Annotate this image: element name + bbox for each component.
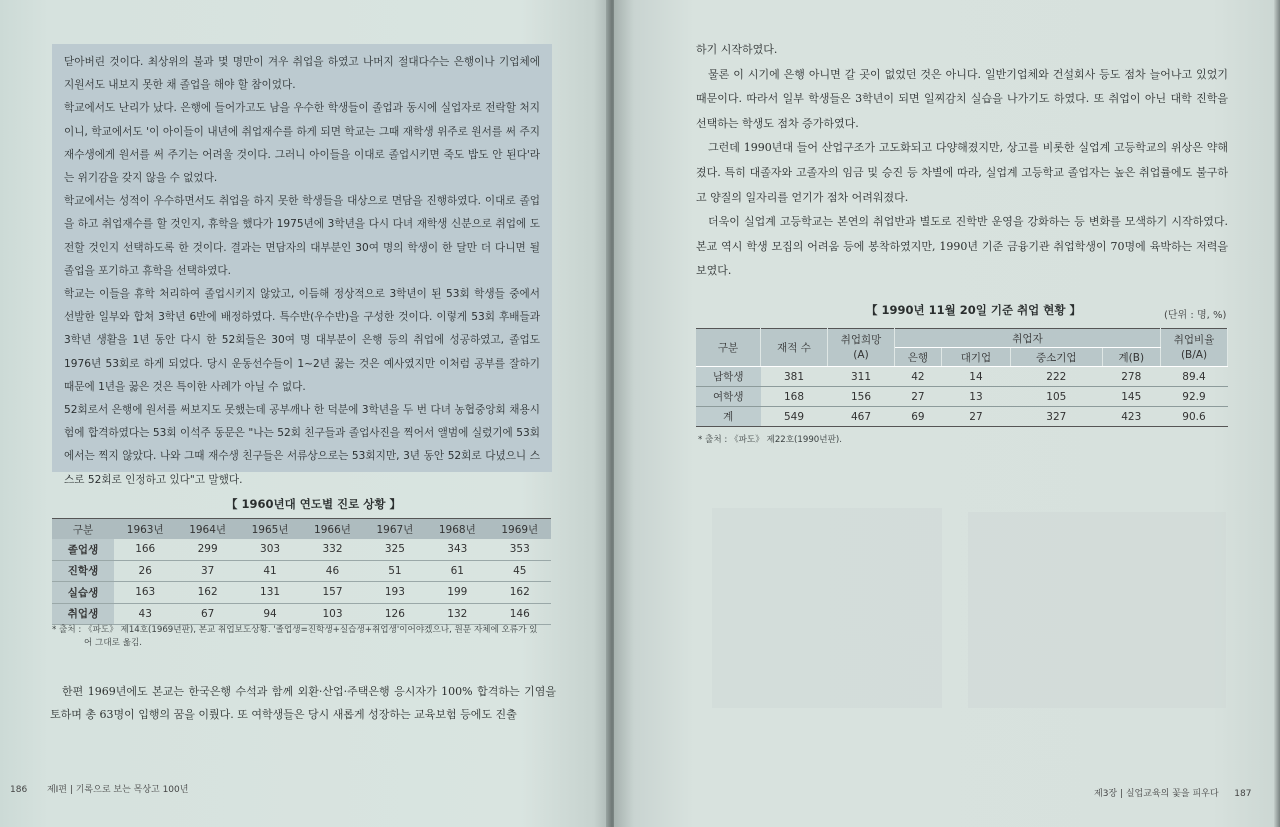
table-cell: 381 xyxy=(761,367,828,387)
table-header-cell: 1965년 xyxy=(239,519,301,540)
table-cell: 343 xyxy=(426,539,488,560)
table-header-cell: 은행 xyxy=(895,348,942,367)
table-cell: 105 xyxy=(1011,387,1103,407)
table-header-cell: 취업자 xyxy=(895,329,1161,348)
table-cell: 26 xyxy=(114,560,176,582)
row-label: 진학생 xyxy=(52,560,114,582)
table2-unit: (단위 : 명, %) xyxy=(1164,310,1227,321)
table-header-cell: 구분 xyxy=(52,519,114,540)
table2-title: 【 1990년 11월 20일 기준 취업 현황 】 xyxy=(866,303,1082,317)
row-label: 취업생 xyxy=(52,603,114,625)
table-header-cell: 취업희망 (A) xyxy=(828,329,895,367)
table-cell: 27 xyxy=(895,387,942,407)
table-cell: 303 xyxy=(239,539,301,560)
table-row xyxy=(696,387,1228,407)
table-cell: 299 xyxy=(176,539,238,560)
section-title: 제Ⅰ편 | 기록으로 보는 목상고 100년 xyxy=(46,785,189,795)
table-cell: 41 xyxy=(239,560,301,582)
table-header-row xyxy=(52,519,551,540)
table-cell: 61 xyxy=(426,560,488,582)
body-paragraph: 하기 시작하였다. xyxy=(696,43,778,56)
table-cell: 145 xyxy=(1102,387,1160,407)
table-cell: 13 xyxy=(941,387,1010,407)
table-cell: 43 xyxy=(114,603,176,625)
box-paragraph: 학교에서도 난리가 났다. 은행에 들어가고도 남을 우수한 학생들이 졸업과 동시에 실업자로 전락할 처지이니, 학교에서도 '이 아이들이 내년에 취업재수를 하게 되면 학교는 그때 재학생 위주로 원서를 써 주지 재수생에게 원서를 써 주기는 어려울 것이다. 그러니 아이들을 이대로 졸업시키면 죽도 밥도 안 된다'라는 위기감을 갖지 않을 수 없었다. xyxy=(64,102,540,185)
note-line: 어 그대로 옮김. xyxy=(84,638,143,648)
row-label: 졸업생 xyxy=(52,539,114,560)
table-header-cell: 중소기업 xyxy=(1011,348,1103,367)
table-cell: 278 xyxy=(1102,367,1160,387)
table1-title: 【 1960년대 연도별 진로 상황 】 xyxy=(226,497,402,511)
bleed-through-photo xyxy=(968,512,1226,708)
table-cell: 327 xyxy=(1011,407,1103,427)
box-paragraph: 52회로서 은행에 원서를 써보지도 못했는데 공부깨나 한 덕분에 3학년을 두 번 다녀 농협중앙회 채용시험에 합격하였다는 53회 이석주 동문은 "나는 52회 친구들과 졸업사진을 찍어서 앨범에 실렸기에 53회에서는 찍지 않았다. 나와 그때 재수생 친구들은 서류상으로는 53회지만, 3년 동안 52회로 다녔으니 스스로 52회로 인정하고 있다"고 말했다. xyxy=(64,404,540,486)
table-cell: 69 xyxy=(895,407,942,427)
box-paragraph: 학교는 이들을 휴학 처리하여 졸업시키지 않았고, 이듬해 정상적으로 3학년이 된 53회 학생들 중에서 선발한 일부와 합쳐 3학년 6반에 배정하였다. 특수반(우수반)을 구성한 것이다. 이렇게 53회 후배들과 3학년 생활을 1년 동안 다시 한 52회들은 30여 명 대부분이 은행 등의 취업에 성공하였고, 졸업도 1976년 53회로 하게 되었다. 당시 운동선수들이 1~2년 꿇는 것은 예사였지만 이처럼 공부를 잘하기 때문에 1년을 꿇은 것은 특이한 사례가 아닐 수 없다. xyxy=(64,288,540,393)
table-header-cell: 1969년 xyxy=(489,519,551,540)
box-paragraph: 학교에서는 성적이 우수하면서도 취업을 하지 못한 학생들을 대상으로 면담을 진행하였다. 이대로 졸업을 하고 취업재수를 할 것인지, 휴학을 했다가 1975년에 3학년을 다시 다녀 재학생 신분으로 취업에 도전할 것인지 선택하도록 한 것이다. 결과는 면담자의 대부분인 30여 명의 학생이 한 달만 더 다니면 될 졸업을 포기하고 휴학을 선택하였다. xyxy=(64,195,540,277)
table-cell: 92.9 xyxy=(1161,387,1228,407)
row-label: 계 xyxy=(696,407,761,427)
table-header-cell: 대기업 xyxy=(941,348,1010,367)
highlighted-text-box xyxy=(52,44,552,486)
table-cell: 222 xyxy=(1011,367,1103,387)
left-page xyxy=(0,0,612,827)
table-cell: 126 xyxy=(364,603,426,625)
table-cell: 353 xyxy=(489,539,551,560)
page-number: 187 xyxy=(1234,789,1252,799)
table-cell: 467 xyxy=(828,407,895,427)
table-cell: 423 xyxy=(1102,407,1160,427)
note-line: * 출처 : 《파도》 제14호(1969년판), 본교 취업보도상황. '졸업생=진학생+실습생+취업생'이어야겠으나, 원문 자체에 오류가 있 xyxy=(52,625,538,635)
table-cell: 27 xyxy=(941,407,1010,427)
table-cell: 146 xyxy=(489,603,551,625)
table-cell: 132 xyxy=(426,603,488,625)
table-cell: 67 xyxy=(176,603,238,625)
table-cell: 325 xyxy=(364,539,426,560)
table-cell: 199 xyxy=(426,582,488,604)
body-paragraph: 그런데 1990년대 들어 산업구조가 고도화되고 다양해졌지만, 상고를 비롯한 실업계 고등학교의 위상은 약해졌다. 특히 대졸자와 고졸자의 임금 및 승진 등 차별에 따라, 실업계 고등학교 졸업자는 높은 취업률에도 불구하고 양질의 일자리를 얻기가 점차 어려워졌다. xyxy=(696,141,1228,204)
chapter-title: 제3장 | 실업교육의 꽃을 피우다 xyxy=(1094,789,1219,799)
bleed-through-photo xyxy=(712,508,942,708)
row-label: 실습생 xyxy=(52,582,114,604)
box-paragraph: 닫아버린 것이다. 최상위의 불과 몇 명만이 겨우 취업을 하였고 나머지 절대다수는 은행이나 기업체에 지원서도 내보지 못한 채 졸업을 해야 할 참이었다. xyxy=(64,56,540,92)
table-row xyxy=(52,603,551,625)
table-cell: 90.6 xyxy=(1161,407,1228,427)
table-cell: 45 xyxy=(489,560,551,582)
table-header-cell: 1967년 xyxy=(364,519,426,540)
table-row xyxy=(52,582,551,604)
body-paragraph: 물론 이 시기에 은행 아니면 갈 곳이 없었던 것은 아니다. 일반기업체와 건설회사 등도 점차 늘어나고 있었기 때문이다. 따라서 일부 학생들은 3학년이 되면 일찌감치 실습을 나가기도 하였다. 또 취업이 아닌 대학 진학을 선택하는 학생도 점차 증가하였다. xyxy=(696,67,1228,130)
table-cell: 131 xyxy=(239,582,301,604)
table-cell: 42 xyxy=(895,367,942,387)
table-header-cell: 계(B) xyxy=(1102,348,1160,367)
table-cell: 166 xyxy=(114,539,176,560)
table-header-cell: 1966년 xyxy=(301,519,363,540)
table-header-cell: 재적 수 xyxy=(761,329,828,367)
table-cell: 46 xyxy=(301,560,363,582)
table-cell: 51 xyxy=(364,560,426,582)
table-row xyxy=(52,539,551,560)
table-header-cell: 구분 xyxy=(696,329,761,367)
right-footer xyxy=(1094,786,1251,799)
row-label: 남학생 xyxy=(696,367,761,387)
table-cell: 162 xyxy=(176,582,238,604)
table-header-row xyxy=(696,329,1228,348)
table-cell: 163 xyxy=(114,582,176,604)
table-row xyxy=(696,367,1228,387)
table-cell: 14 xyxy=(941,367,1010,387)
table1-source-note xyxy=(52,624,558,650)
table-cell: 37 xyxy=(176,560,238,582)
table-header-cell: 1963년 xyxy=(114,519,176,540)
table-cell: 168 xyxy=(761,387,828,407)
employment-table-1990 xyxy=(696,328,1228,427)
body-paragraph: 더욱이 실업계 고등학교는 본연의 취업반과 별도로 진학반 운영을 강화하는 등 변화를 모색하기 시작하였다. 본교 역시 학생 모집의 어려움 등에 봉착하였지만, 1990년 기준 금융기관 취업학생이 70명에 육박하는 저력을 보였다. xyxy=(696,215,1228,278)
table-cell: 332 xyxy=(301,539,363,560)
table-cell: 156 xyxy=(828,387,895,407)
table-cell: 162 xyxy=(489,582,551,604)
table-header-cell: 1964년 xyxy=(176,519,238,540)
table-header-cell: 1968년 xyxy=(426,519,488,540)
left-footer xyxy=(10,782,188,795)
table-header-cell: 취업비율 (B/A) xyxy=(1161,329,1228,367)
table-cell: 94 xyxy=(239,603,301,625)
page-number: 186 xyxy=(10,785,28,795)
table-row xyxy=(696,407,1228,427)
career-table-1960s xyxy=(52,518,551,625)
page-edge xyxy=(1274,0,1280,827)
table-cell: 157 xyxy=(301,582,363,604)
table-cell: 89.4 xyxy=(1161,367,1228,387)
table-cell: 311 xyxy=(828,367,895,387)
table2-source-note: * 출처 : 《파도》 제22호(1990년판). xyxy=(698,435,842,445)
table-cell: 103 xyxy=(301,603,363,625)
row-label: 여학생 xyxy=(696,387,761,407)
right-body-text xyxy=(696,38,1228,284)
left-body-text xyxy=(50,680,556,726)
table-row xyxy=(52,560,551,582)
body-paragraph: 한편 1969년에도 본교는 한국은행 수석과 함께 외환·산업·주택은행 응시자가 100% 합격하는 기염을 토하며 총 63명이 입행의 꿈을 이뤘다. 또 여학생들은 당시 새롭게 성장하는 교육보험 등에도 진출 xyxy=(50,685,556,721)
table-cell: 193 xyxy=(364,582,426,604)
table-cell: 549 xyxy=(761,407,828,427)
